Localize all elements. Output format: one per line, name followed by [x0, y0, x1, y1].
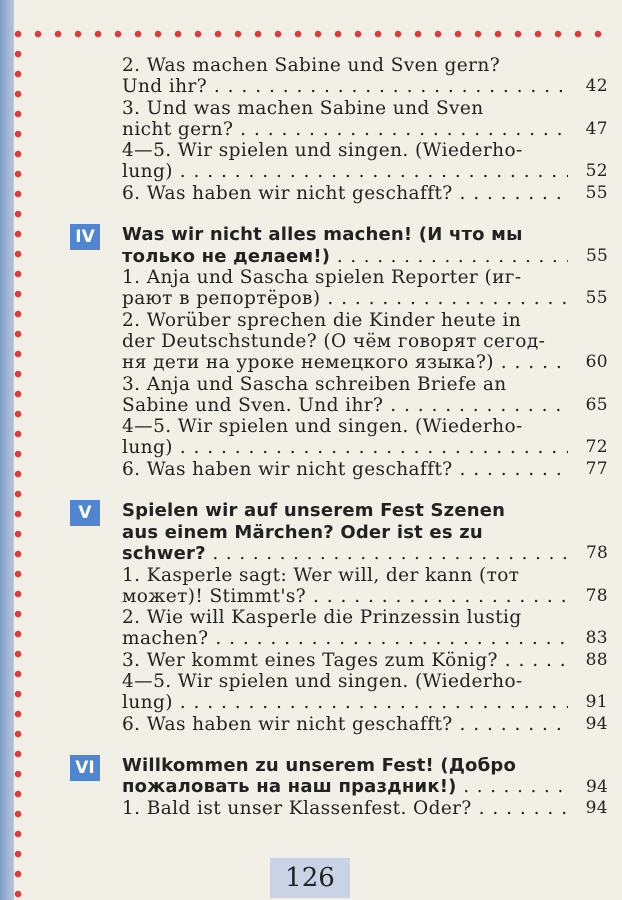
entry-page-number: 47: [568, 119, 608, 140]
entry-page-number: 88: [568, 650, 608, 671]
entry-text-line: 3. Anja und Sascha schreiben Briefe an: [122, 373, 507, 395]
entry-text-line: пожаловать на наш праздник!) . . .: [122, 776, 568, 798]
entry-text-line: lung) . . .: [122, 692, 568, 713]
entry-text-line: ня дети на уроке немецкого языка?) . . .: [122, 352, 568, 373]
entry-text-line: Sabine und Sven. Und ihr? . . .: [122, 395, 568, 416]
toc-entry: [78, 565, 608, 608]
entry-text-line: nicht gern? . . .: [122, 119, 568, 140]
entry-page-number: 94: [568, 798, 608, 819]
entry-text-line: 6. Was haben wir nicht geschafft? . . .: [122, 714, 568, 735]
entry-text-line: aus einem Märchen? Oder ist es zu: [122, 521, 483, 543]
entry-text-line: только не делаем!) . . .: [122, 246, 568, 268]
toc-entry: [78, 310, 608, 374]
entry-page-number: 42: [568, 76, 608, 97]
entry-text-line: может)! Stimmt's? . . .: [122, 586, 568, 607]
entry-text-line: machen? . . .: [122, 628, 568, 649]
entry-page-number: 91: [568, 692, 608, 713]
entry-page-number: 55: [568, 183, 608, 204]
entry-page-number: 77: [568, 459, 608, 480]
entry-page-number: 94: [568, 777, 608, 798]
entry-text-line: Und ihr? . . .: [122, 76, 568, 97]
entry-text-line: 3. Wer kommt eines Tages zum König? . . .: [122, 650, 568, 671]
entry-text-line: Willkommen zu unserem Fest! (Добро: [122, 754, 517, 776]
toc-unit: [75, 754, 608, 819]
toc-entry: [78, 183, 608, 204]
entry-text-line: 2. Wie will Kasperle die Prinzessin lustig: [122, 607, 522, 629]
entry-page-number: 55: [568, 288, 608, 309]
toc-entry: [78, 798, 608, 819]
unit-heading: [78, 500, 608, 565]
entry-text-line: 1. Bald ist unser Klassenfest. Oder? . . .: [122, 798, 568, 819]
toc-entry: [78, 140, 608, 183]
entry-page-number: 94: [568, 714, 608, 735]
entry-text-line: Spielen wir auf unserem Fest Szenen: [122, 500, 506, 522]
entry-text-line: Was wir nicht alles machen! (И что мы: [122, 224, 523, 246]
unit-number-badge: IV: [70, 224, 100, 250]
entry-text-line: 4—5. Wir spielen und singen. (Wiederho-: [122, 140, 523, 162]
entry-text-line: 4—5. Wir spielen und singen. (Wiederho-: [122, 416, 523, 438]
toc-entry: [78, 607, 608, 650]
unit-heading: [78, 755, 608, 798]
entry-page-number: 55: [568, 246, 608, 267]
unit-number-badge: V: [70, 500, 100, 526]
entry-page-number: 60: [568, 352, 608, 373]
toc-unit: [78, 500, 608, 735]
toc-entry: [78, 55, 608, 98]
entry-text-line: lung) . . .: [122, 161, 568, 182]
entry-text-line: 6. Was haben wir nicht geschafft? . . .: [122, 183, 568, 204]
entry-text-line: 2. Was machen Sabine und Sven gern?: [122, 55, 501, 76]
entry-page-number: 65: [568, 395, 608, 416]
entry-page-number: 52: [568, 161, 608, 182]
entry-text-line: 2. Worüber sprechen die Kinder heute in: [122, 309, 522, 331]
entry-page-number: 83: [568, 628, 608, 649]
entry-page-number: 72: [568, 437, 608, 458]
entry-text-line: рают в репортёров) . . .: [122, 288, 568, 309]
page-number: 126: [270, 858, 350, 898]
entry-text-line: lung) . . .: [122, 437, 568, 458]
toc-unit: [75, 224, 608, 480]
entry-text-line: 3. Und was machen Sabine und Sven: [122, 97, 484, 119]
toc-entry: [78, 98, 608, 141]
entry-text-line: schwer? . . .: [122, 543, 568, 565]
toc-entry: [78, 650, 608, 671]
entry-page-number: 78: [568, 586, 608, 607]
entry-text-line: der Deutschstunde? (О чём говорят сегод-: [122, 330, 546, 352]
entry-text-line: 1. Kasperle sagt: Wer will, der kann (тот: [122, 564, 520, 586]
decorative-dot-border-top: [8, 28, 614, 40]
toc-entry: [78, 459, 608, 480]
table-of-contents: [75, 55, 608, 839]
entry-text-line: 6. Was haben wir nicht geschafft? . . .: [122, 459, 568, 480]
entry-page-number: 78: [568, 543, 608, 564]
toc-entry: [78, 416, 608, 459]
unit-heading: [78, 224, 608, 267]
entry-text-line: 4—5. Wir spielen und singen. (Wiederho-: [122, 671, 523, 693]
decorative-dot-border-left: [12, 44, 24, 900]
unit-number-badge: VI: [70, 755, 100, 781]
toc-entry: [78, 714, 608, 735]
toc-entry: [78, 374, 608, 417]
toc-entry: [78, 267, 608, 310]
entry-text-line: 1. Anja und Sascha spielen Reporter (иг-: [122, 267, 522, 289]
toc-entry: [78, 671, 608, 714]
toc-unit: [78, 55, 608, 204]
